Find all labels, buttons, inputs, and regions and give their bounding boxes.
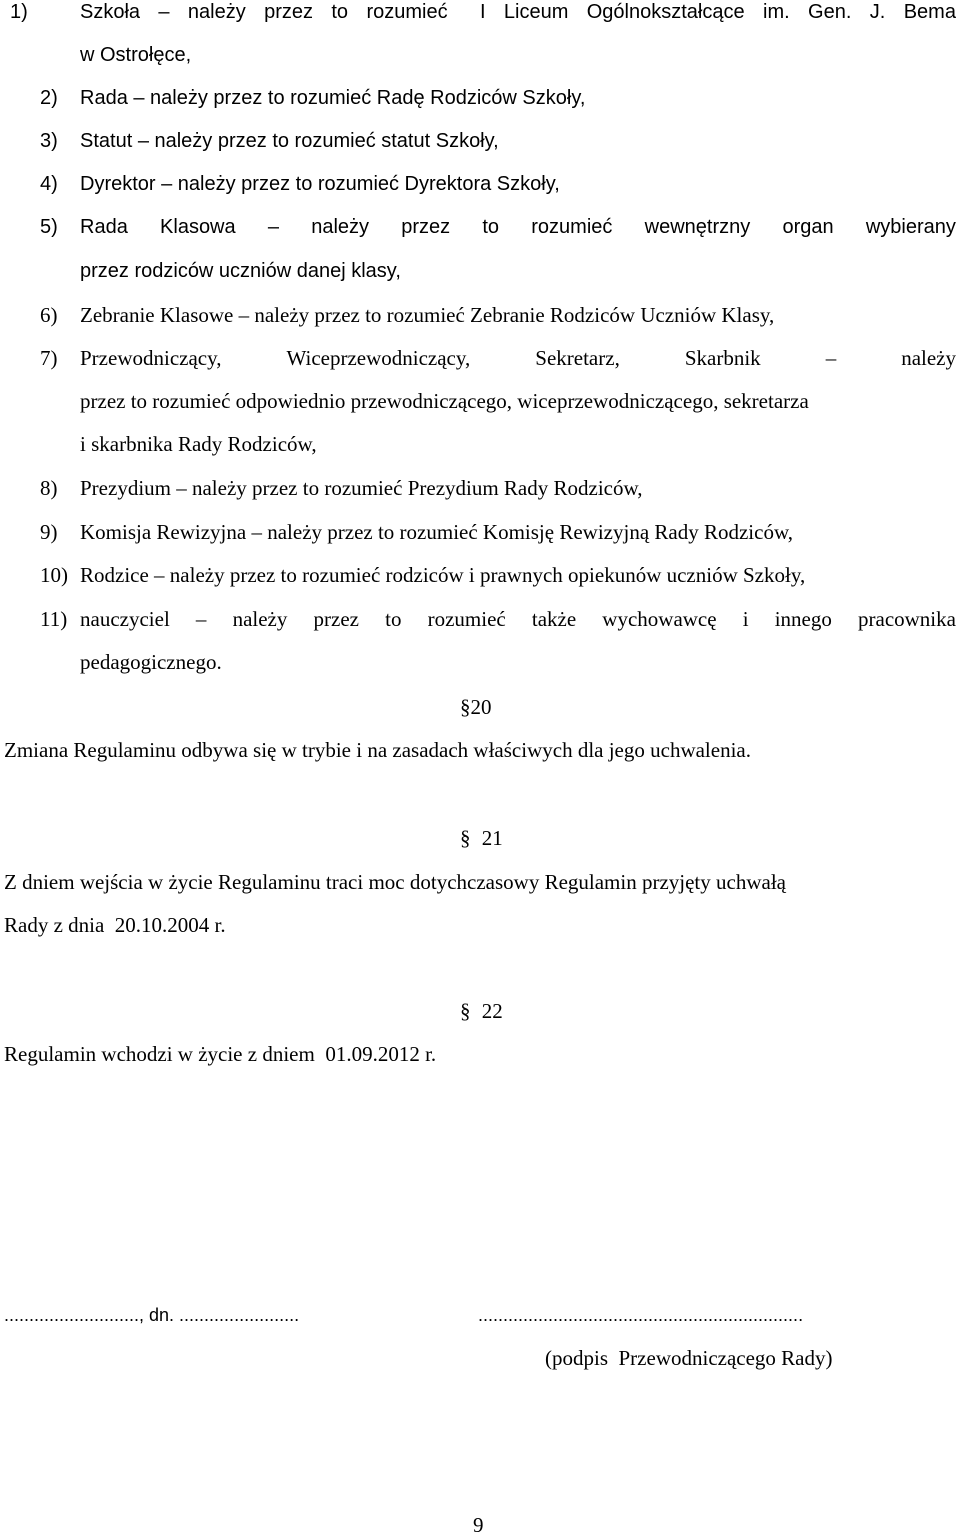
page-number: 9	[473, 1513, 484, 1537]
section-text: Zmiana Regulaminu odbywa się w trybie i na zasadach właściwych dla jego uchwalenia.	[4, 738, 751, 762]
item-text: Komisja Rewizyjna – należy przez to rozumieć Komisję Rewizyjną Rady Rodziców,	[80, 520, 794, 544]
item-5-line-1: Rada Klasowa – należy przez to rozumieć wewnętrzny organ wybierany	[80, 216, 956, 238]
item-number: 11)	[40, 607, 68, 631]
item-7-line-2: przez to rozumieć odpowiednio przewodniczącego, wiceprzewodniczącego, sekretarza	[80, 389, 809, 413]
place-date-line: ..........................., dn. ........................	[4, 1305, 300, 1325]
item-number: 6)	[40, 303, 58, 327]
item-number: 10)	[40, 563, 68, 587]
section-mark: §	[460, 695, 471, 719]
item-number: 5)	[40, 216, 58, 238]
section-text: Regulamin wchodzi w życie z dniem 01.09.2012 r.	[4, 1042, 437, 1066]
section-number: 22	[481, 999, 503, 1023]
item-number: 7)	[40, 346, 58, 370]
item-11-line-1: nauczyciel – należy przez to rozumieć także wychowawcę i innego pracownika	[80, 607, 956, 631]
section-number: 20	[470, 695, 492, 719]
section-text-line-2: Rady z dnia 20.10.2004 r.	[4, 913, 226, 937]
item-text: Rodzice – należy przez to rozumieć rodziców i prawnych opiekunów uczniów Szkoły,	[80, 563, 806, 587]
item-number: 4)	[40, 173, 58, 195]
section-mark: §	[460, 826, 471, 850]
item-number: 9)	[40, 520, 58, 544]
signature-caption: (podpis Przewodniczącego Rady)	[545, 1346, 833, 1370]
section-heading	[460, 1001, 503, 1022]
item-5-line-2: przez rodziców uczniów danej klasy,	[80, 260, 401, 282]
section-text-line-1: Z dniem wejścia w życie Regulaminu traci moc dotychczasowy Regulamin przyjęty uchwałą	[4, 870, 786, 894]
section-number: 21	[481, 826, 503, 850]
signature-line: .................................................................	[478, 1305, 804, 1325]
item-1-line-2: w Ostrołęce,	[80, 44, 192, 66]
item-1-line-1: Szkoła – należy przez to rozumieć I Liceum Ogólnokształcące im. Gen. J. Bema	[80, 1, 956, 23]
item-number: 2)	[40, 87, 58, 109]
item-text: Dyrektor – należy przez to rozumieć Dyrektora Szkoły,	[80, 173, 560, 195]
item-number: 3)	[40, 130, 58, 152]
section-heading	[460, 697, 492, 718]
item-11-line-2: pedagogicznego.	[80, 650, 222, 674]
item-text: Zebranie Klasowe – należy przez to rozumieć Zebranie Rodziców Uczniów Klasy,	[80, 303, 775, 327]
item-7-line-1: Przewodniczący, Wiceprzewodniczący, Sekretarz, Skarbnik – należy	[80, 346, 956, 370]
item-number: 8)	[40, 476, 58, 500]
item-text: Prezydium – należy przez to rozumieć Prezydium Rady Rodziców,	[80, 476, 643, 500]
item-7-line-3: i skarbnika Rady Rodziców,	[80, 432, 317, 456]
section-mark: §	[460, 999, 471, 1023]
item-text: Rada – należy przez to rozumieć Radę Rodziców Szkoły,	[80, 87, 586, 109]
item-text: Statut – należy przez to rozumieć statut Szkoły,	[80, 130, 499, 152]
section-heading	[460, 828, 503, 849]
item-number: 1)	[10, 1, 28, 23]
